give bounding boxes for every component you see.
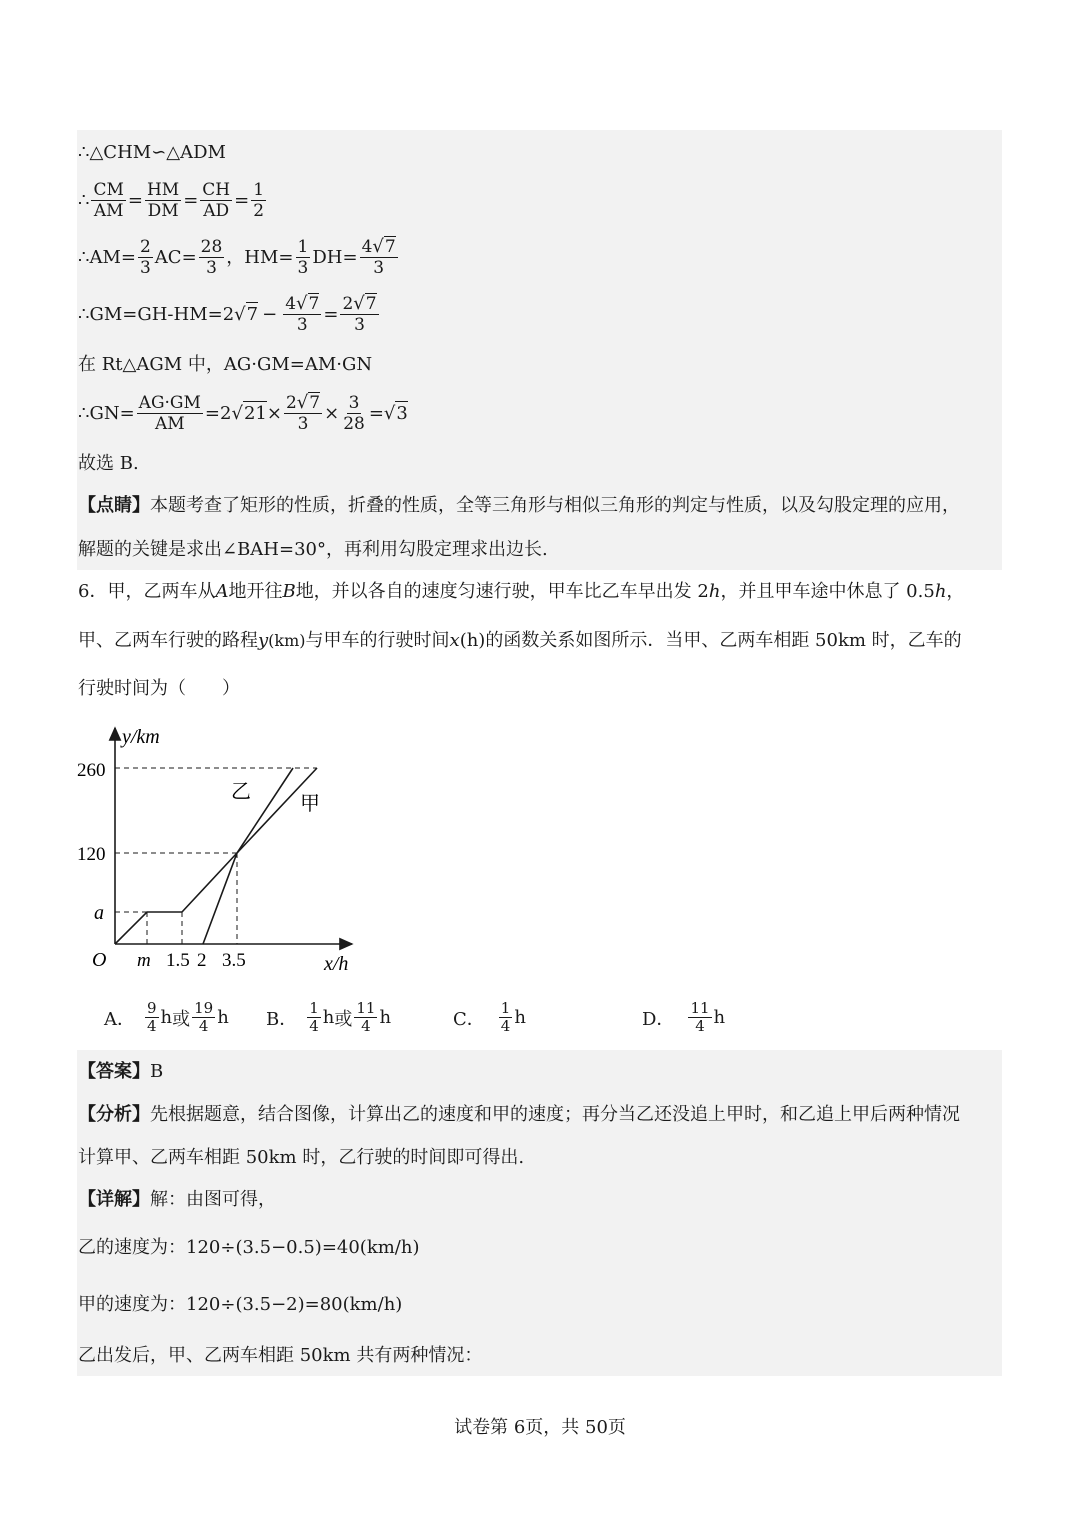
answer-line: [78, 1060, 163, 1084]
comment-text: 本题考查了矩形的性质，折叠的性质，全等三角形与相似三角形的判定与性质，以及勾股定理的应用，: [150, 495, 960, 516]
solution-line-7: 故选 B.: [78, 453, 139, 474]
label-jia: 甲: [300, 793, 320, 815]
jia-speed-line: 甲的速度为：120÷(3.5−2)=80(km/h): [78, 1294, 403, 1315]
times: ×: [324, 402, 340, 424]
frac: $\frac{11}{4}$: [356, 999, 376, 1035]
frac: $\frac{1}{4}$: [500, 999, 511, 1035]
frac: $\frac{2√7}{3}$: [342, 293, 377, 335]
analysis-line-2: 计算甲、乙两车相距 50km 时，乙行驶的时间即可得出.: [78, 1147, 525, 1168]
detail-line: [78, 1188, 276, 1212]
y-tick-120: 120: [77, 844, 106, 865]
option-label: B．: [266, 1008, 298, 1030]
label-yi: 乙: [231, 781, 251, 803]
minus: −: [262, 303, 278, 325]
var-b: B: [282, 581, 296, 602]
frac: $\frac{4√7}{3}$: [285, 293, 320, 335]
frac: $\frac{2√7}{3}$: [285, 392, 321, 434]
frac-half: $\frac{1}{2}$: [253, 180, 265, 221]
frac: $\frac{28}{3}$: [200, 237, 223, 278]
text: 地开往: [228, 581, 283, 602]
eq: =: [234, 189, 250, 211]
frac-cm-am: $\frac{CM}{AM}$: [93, 180, 124, 221]
question-number: 6．: [78, 581, 108, 602]
option-label: A．: [104, 1008, 135, 1030]
unit-km: (km): [268, 631, 306, 650]
question-line-1: [78, 580, 964, 604]
text: DH=: [312, 246, 358, 268]
eq: =: [368, 402, 384, 424]
text: 的函数关系如图所示．当甲、乙两车相距 50km 时，乙车的: [485, 630, 962, 651]
unit: h: [713, 1007, 726, 1028]
comment-label: 【点睛】: [78, 495, 150, 516]
y-tick-a: a: [94, 902, 104, 924]
frac-hm-dm: $\frac{HM}{DM}$: [146, 180, 180, 221]
frac: $\frac{3}{28}$: [343, 393, 365, 434]
radicand: 21: [243, 403, 267, 424]
sqrt-sign: √: [234, 303, 246, 325]
text: ∴GN=: [78, 402, 135, 424]
solution-line-2: [78, 180, 268, 221]
var-x: x: [449, 630, 460, 651]
frac-ch-ad: $\frac{CH}{AD}$: [202, 180, 231, 221]
times: ×: [266, 402, 282, 424]
or: 或: [334, 1008, 353, 1030]
text: 甲、乙两车行驶的路程: [78, 630, 258, 651]
sqrt-sign: √: [383, 402, 396, 424]
analysis-line-1: [78, 1103, 960, 1127]
unit: h: [217, 1007, 229, 1028]
unit: h: [379, 1007, 392, 1028]
answer-shade: [77, 1050, 1002, 1376]
page-footer: 试卷第 6页，共 50页: [454, 1417, 626, 1438]
radicand: 7: [246, 304, 259, 325]
x-axis-label: x/h: [324, 953, 349, 975]
frac: $\frac{AG\cdot GM}{AM}$: [138, 393, 201, 434]
text: 与甲车的行驶时间: [305, 630, 450, 651]
text: ，HM=: [226, 246, 294, 268]
comment-line-1: [78, 494, 960, 518]
option-label: D．: [642, 1008, 675, 1030]
cases-line: 乙出发后，甲、乙两车相距 50km 共有两种情况：: [78, 1345, 483, 1366]
solution-line-6: [78, 393, 408, 434]
frac: $\frac{19}{4}$: [194, 999, 214, 1035]
answer-value: B: [150, 1061, 164, 1082]
eq: =: [183, 189, 199, 211]
option-d[interactable]: [642, 1000, 725, 1035]
radicand: 3: [396, 403, 408, 424]
eq: =: [323, 303, 339, 325]
option-label: C．: [453, 1008, 485, 1030]
text: AC=: [154, 246, 197, 268]
solution-line-1: ∴△CHM∽△ADM: [78, 142, 226, 163]
therefore: ∴: [78, 189, 90, 211]
x-tick-3.5: 3.5: [222, 950, 246, 971]
detail-label: 【详解】: [78, 1189, 150, 1210]
var-h: h: [708, 581, 721, 602]
option-c[interactable]: [453, 1000, 526, 1035]
option-a[interactable]: [104, 1000, 229, 1035]
yi-speed-line: 乙的速度为：120÷(3.5−0.5)=40(km/h): [78, 1237, 420, 1258]
frac: $\frac{4√7}{3}$: [361, 236, 396, 278]
y-axis-label: y/km: [122, 726, 160, 748]
text: ∴GM=GH-HM=2: [78, 303, 235, 325]
x-tick-2: 2: [197, 950, 207, 971]
sqrt-sign: √: [231, 402, 243, 424]
var-a: A: [215, 581, 229, 602]
eq: =: [127, 189, 143, 211]
distance-time-graph: [70, 720, 370, 980]
comment-line-2: 解题的关键是求出∠BAH=30°，再利用勾股定理求出边长.: [78, 539, 548, 560]
solution-line-3: [78, 237, 400, 278]
text: =2: [204, 402, 232, 424]
question-line-3: 行驶时间为（ ）: [78, 678, 240, 699]
frac: $\frac{1}{4}$: [309, 999, 319, 1035]
analysis-label: 【分析】: [78, 1104, 150, 1125]
question-line-2: [78, 629, 962, 653]
solution-line-4: [78, 294, 381, 335]
line-jia: [115, 768, 317, 944]
or: 或: [172, 1008, 191, 1030]
y-tick-260: 260: [77, 760, 106, 781]
unit: h: [514, 1007, 526, 1028]
frac: $\frac{2}{3}$: [139, 237, 151, 278]
unit: h: [322, 1007, 335, 1028]
text: ，: [946, 581, 965, 602]
solution-line-5: 在 Rt△AGM 中，AG·GM=AM·GN: [78, 354, 373, 375]
text: ∴AM=: [78, 246, 136, 268]
unit: h: [160, 1007, 173, 1028]
frac: $\frac{1}{3}$: [297, 237, 309, 278]
text: 甲，乙两车从: [107, 581, 216, 602]
x-tick-m: m: [137, 950, 151, 971]
detail-text: 解：由图可得，: [150, 1189, 276, 1210]
frac: $\frac{11}{4}$: [690, 999, 710, 1035]
text: 地，并以各自的速度匀速行驶，甲车比乙车早出发 2: [295, 581, 709, 602]
option-b[interactable]: [266, 1000, 391, 1035]
answer-label: 【答案】: [78, 1061, 150, 1082]
analysis-text: 先根据题意，结合图像，计算出乙的速度和甲的速度；再分当乙还没追上甲时，和乙追上甲后两种情况: [150, 1104, 960, 1125]
var-h: h: [934, 581, 947, 602]
frac: $\frac{9}{4}$: [147, 999, 157, 1035]
x-tick-1.5: 1.5: [166, 950, 190, 971]
origin-label: O: [92, 949, 107, 971]
var-y: y: [258, 630, 269, 651]
text: ，并且甲车途中休息了 0.5: [720, 581, 935, 602]
unit-h: (h): [459, 630, 486, 651]
